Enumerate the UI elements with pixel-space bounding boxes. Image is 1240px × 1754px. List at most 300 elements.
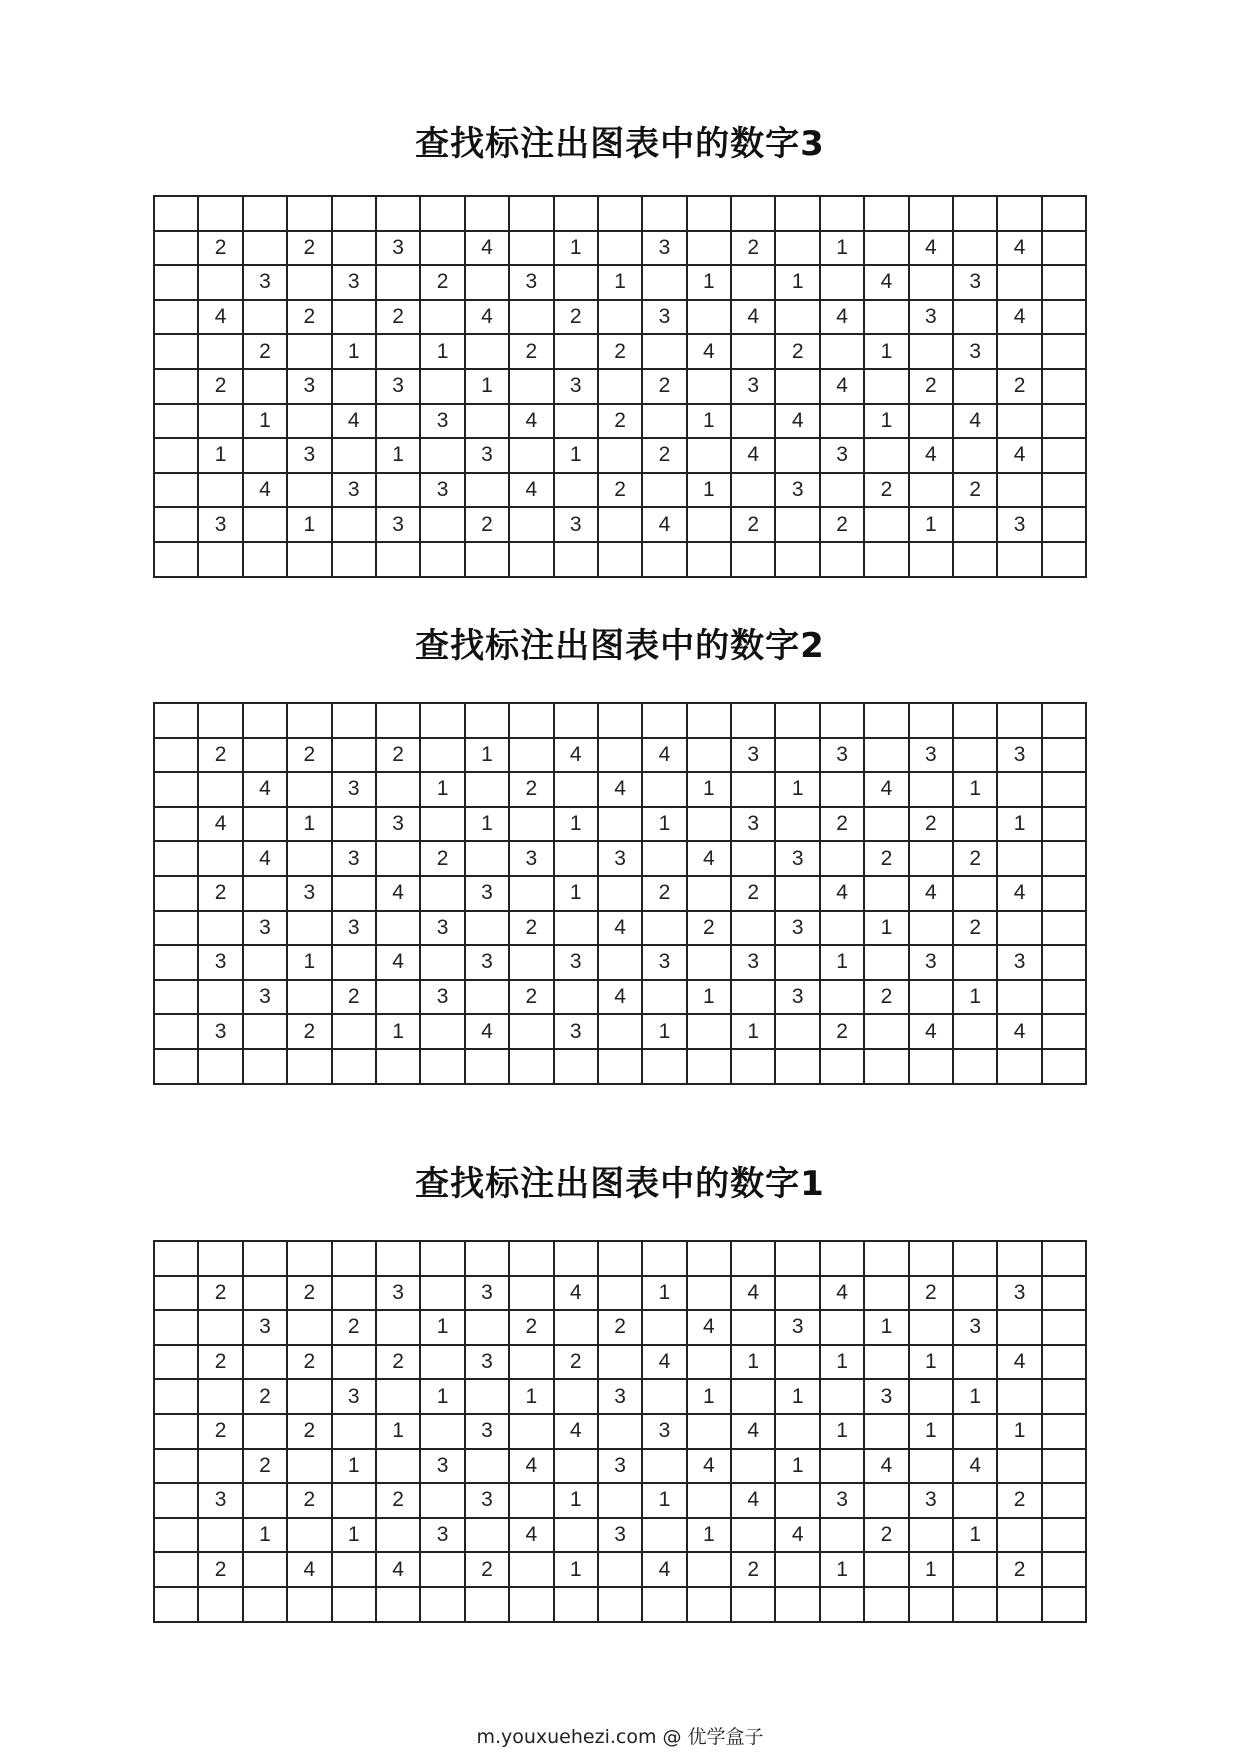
grid-cell[interactable]: 3: [731, 738, 775, 773]
grid-cell[interactable]: [687, 703, 731, 738]
grid-cell[interactable]: 2: [997, 369, 1041, 404]
grid-cell[interactable]: [509, 1587, 553, 1622]
grid-cell[interactable]: [687, 1552, 731, 1587]
grid-cell[interactable]: [775, 738, 819, 773]
grid-cell[interactable]: [731, 1310, 775, 1345]
grid-cell[interactable]: 4: [598, 980, 642, 1015]
grid-cell[interactable]: 3: [332, 265, 376, 300]
grid-cell[interactable]: [775, 300, 819, 335]
grid-cell[interactable]: [1042, 1414, 1086, 1449]
grid-cell[interactable]: [687, 542, 731, 577]
grid-cell[interactable]: 3: [997, 738, 1041, 773]
grid-cell[interactable]: [420, 1414, 464, 1449]
grid-cell[interactable]: 1: [554, 231, 598, 266]
grid-cell[interactable]: 3: [598, 841, 642, 876]
grid-cell[interactable]: [642, 841, 686, 876]
grid-cell[interactable]: [154, 1345, 198, 1380]
grid-cell[interactable]: 4: [997, 1345, 1041, 1380]
grid-cell[interactable]: [509, 507, 553, 542]
grid-cell[interactable]: [687, 1014, 731, 1049]
grid-cell[interactable]: [598, 507, 642, 542]
grid-cell[interactable]: [287, 911, 331, 946]
grid-cell[interactable]: 2: [376, 1483, 420, 1518]
grid-cell[interactable]: 3: [332, 841, 376, 876]
grid-cell[interactable]: [642, 196, 686, 231]
grid-cell[interactable]: [820, 772, 864, 807]
grid-cell[interactable]: [509, 542, 553, 577]
grid-cell[interactable]: [287, 1241, 331, 1276]
grid-cell[interactable]: 4: [598, 772, 642, 807]
grid-cell[interactable]: [332, 1276, 376, 1311]
grid-cell[interactable]: [687, 1587, 731, 1622]
grid-cell[interactable]: 2: [465, 1552, 509, 1587]
grid-cell[interactable]: [1042, 473, 1086, 508]
grid-cell[interactable]: [509, 1414, 553, 1449]
grid-cell[interactable]: 3: [198, 1014, 242, 1049]
grid-cell[interactable]: [154, 1518, 198, 1553]
grid-cell[interactable]: 1: [420, 334, 464, 369]
grid-cell[interactable]: [1042, 196, 1086, 231]
grid-cell[interactable]: 1: [997, 807, 1041, 842]
grid-cell[interactable]: [509, 438, 553, 473]
grid-cell[interactable]: [687, 945, 731, 980]
grid-cell[interactable]: [864, 369, 908, 404]
grid-cell[interactable]: [997, 911, 1041, 946]
grid-cell[interactable]: [154, 1414, 198, 1449]
grid-cell[interactable]: 3: [909, 300, 953, 335]
grid-cell[interactable]: [332, 945, 376, 980]
grid-cell[interactable]: 4: [465, 1014, 509, 1049]
grid-cell[interactable]: [775, 1014, 819, 1049]
grid-cell[interactable]: [1042, 507, 1086, 542]
grid-cell[interactable]: 4: [731, 1276, 775, 1311]
grid-cell[interactable]: 2: [198, 1552, 242, 1587]
grid-cell[interactable]: [465, 404, 509, 439]
grid-cell[interactable]: 4: [642, 1345, 686, 1380]
grid-cell[interactable]: [154, 945, 198, 980]
grid-cell[interactable]: [154, 196, 198, 231]
grid-cell[interactable]: [642, 1379, 686, 1414]
grid-cell[interactable]: [775, 807, 819, 842]
grid-cell[interactable]: [642, 911, 686, 946]
grid-cell[interactable]: [376, 473, 420, 508]
grid-cell[interactable]: 2: [287, 1414, 331, 1449]
grid-cell[interactable]: 1: [465, 807, 509, 842]
grid-cell[interactable]: [775, 369, 819, 404]
grid-cell[interactable]: [554, 473, 598, 508]
grid-cell[interactable]: [465, 473, 509, 508]
grid-cell[interactable]: 3: [243, 1310, 287, 1345]
grid-cell[interactable]: [243, 703, 287, 738]
grid-cell[interactable]: [154, 1483, 198, 1518]
grid-cell[interactable]: [642, 1518, 686, 1553]
grid-cell[interactable]: [598, 300, 642, 335]
grid-cell[interactable]: [509, 876, 553, 911]
grid-cell[interactable]: 2: [198, 1276, 242, 1311]
grid-cell[interactable]: [775, 196, 819, 231]
grid-cell[interactable]: [864, 1049, 908, 1084]
grid-cell[interactable]: [687, 300, 731, 335]
grid-cell[interactable]: [1042, 1379, 1086, 1414]
grid-cell[interactable]: [554, 1587, 598, 1622]
grid-cell[interactable]: [243, 542, 287, 577]
grid-cell[interactable]: [332, 300, 376, 335]
grid-cell[interactable]: [332, 196, 376, 231]
grid-cell[interactable]: 3: [598, 1379, 642, 1414]
grid-cell[interactable]: [997, 1310, 1041, 1345]
grid-cell[interactable]: 1: [642, 807, 686, 842]
grid-cell[interactable]: [997, 1449, 1041, 1484]
grid-cell[interactable]: 1: [465, 369, 509, 404]
grid-cell[interactable]: 2: [997, 1483, 1041, 1518]
grid-cell[interactable]: [642, 980, 686, 1015]
grid-cell[interactable]: [775, 507, 819, 542]
grid-cell[interactable]: [154, 334, 198, 369]
grid-cell[interactable]: 2: [198, 231, 242, 266]
grid-cell[interactable]: [820, 1310, 864, 1345]
grid-cell[interactable]: [243, 1241, 287, 1276]
grid-cell[interactable]: [465, 1310, 509, 1345]
grid-cell[interactable]: 3: [465, 1483, 509, 1518]
grid-cell[interactable]: 2: [198, 876, 242, 911]
grid-cell[interactable]: [775, 1587, 819, 1622]
grid-cell[interactable]: [598, 1241, 642, 1276]
grid-cell[interactable]: [243, 807, 287, 842]
grid-cell[interactable]: 1: [909, 1552, 953, 1587]
grid-cell[interactable]: [509, 1345, 553, 1380]
grid-cell[interactable]: 4: [687, 841, 731, 876]
grid-cell[interactable]: 4: [731, 1414, 775, 1449]
grid-cell[interactable]: 1: [332, 334, 376, 369]
grid-cell[interactable]: 3: [198, 507, 242, 542]
grid-cell[interactable]: 2: [376, 1345, 420, 1380]
grid-cell[interactable]: [154, 300, 198, 335]
grid-cell[interactable]: [243, 438, 287, 473]
grid-cell[interactable]: [376, 1379, 420, 1414]
grid-cell[interactable]: 4: [465, 231, 509, 266]
grid-cell[interactable]: [775, 1049, 819, 1084]
grid-cell[interactable]: [465, 1449, 509, 1484]
grid-cell[interactable]: 3: [953, 334, 997, 369]
grid-cell[interactable]: [820, 1518, 864, 1553]
grid-cell[interactable]: [997, 334, 1041, 369]
grid-cell[interactable]: 2: [997, 1552, 1041, 1587]
grid-cell[interactable]: [154, 911, 198, 946]
grid-cell[interactable]: [953, 1241, 997, 1276]
grid-cell[interactable]: 2: [598, 473, 642, 508]
grid-cell[interactable]: 3: [243, 265, 287, 300]
grid-cell[interactable]: [864, 507, 908, 542]
grid-cell[interactable]: [997, 1049, 1041, 1084]
grid-cell[interactable]: 3: [465, 1276, 509, 1311]
grid-cell[interactable]: 1: [820, 1414, 864, 1449]
grid-cell[interactable]: [820, 1587, 864, 1622]
grid-cell[interactable]: [420, 1276, 464, 1311]
grid-cell[interactable]: [642, 772, 686, 807]
grid-cell[interactable]: [332, 1414, 376, 1449]
grid-cell[interactable]: [420, 1483, 464, 1518]
grid-cell[interactable]: [243, 1345, 287, 1380]
grid-cell[interactable]: 3: [909, 945, 953, 980]
grid-cell[interactable]: 1: [687, 473, 731, 508]
grid-cell[interactable]: [1042, 265, 1086, 300]
grid-cell[interactable]: 3: [598, 1449, 642, 1484]
grid-cell[interactable]: 1: [864, 911, 908, 946]
grid-cell[interactable]: [953, 1587, 997, 1622]
grid-cell[interactable]: 4: [598, 911, 642, 946]
grid-cell[interactable]: [420, 507, 464, 542]
grid-cell[interactable]: 4: [509, 404, 553, 439]
grid-cell[interactable]: [642, 334, 686, 369]
grid-cell[interactable]: [598, 438, 642, 473]
grid-cell[interactable]: [997, 265, 1041, 300]
grid-cell[interactable]: [420, 1552, 464, 1587]
grid-cell[interactable]: 1: [731, 1014, 775, 1049]
grid-cell[interactable]: [953, 1414, 997, 1449]
grid-cell[interactable]: [598, 1014, 642, 1049]
grid-cell[interactable]: [509, 703, 553, 738]
grid-cell[interactable]: 1: [953, 980, 997, 1015]
grid-cell[interactable]: 1: [420, 1379, 464, 1414]
grid-cell[interactable]: 4: [820, 369, 864, 404]
grid-cell[interactable]: [864, 703, 908, 738]
grid-cell[interactable]: [1042, 334, 1086, 369]
grid-cell[interactable]: [864, 876, 908, 911]
grid-cell[interactable]: [243, 1587, 287, 1622]
grid-cell[interactable]: [820, 404, 864, 439]
grid-cell[interactable]: [909, 772, 953, 807]
grid-cell[interactable]: [198, 334, 242, 369]
grid-cell[interactable]: [598, 542, 642, 577]
grid-cell[interactable]: [465, 1587, 509, 1622]
grid-cell[interactable]: [243, 300, 287, 335]
grid-cell[interactable]: [465, 1241, 509, 1276]
grid-cell[interactable]: [1042, 404, 1086, 439]
grid-cell[interactable]: [198, 265, 242, 300]
grid-cell[interactable]: [1042, 542, 1086, 577]
grid-cell[interactable]: [1042, 738, 1086, 773]
grid-cell[interactable]: [598, 945, 642, 980]
grid-cell[interactable]: [775, 945, 819, 980]
grid-cell[interactable]: [1042, 1345, 1086, 1380]
grid-cell[interactable]: 1: [687, 1379, 731, 1414]
grid-cell[interactable]: [332, 231, 376, 266]
grid-cell[interactable]: 2: [953, 841, 997, 876]
grid-cell[interactable]: [376, 911, 420, 946]
grid-cell[interactable]: [909, 1449, 953, 1484]
grid-cell[interactable]: [687, 196, 731, 231]
grid-cell[interactable]: [332, 807, 376, 842]
grid-cell[interactable]: 2: [864, 841, 908, 876]
grid-cell[interactable]: [775, 1483, 819, 1518]
grid-cell[interactable]: 1: [864, 334, 908, 369]
grid-cell[interactable]: [953, 507, 997, 542]
grid-cell[interactable]: 1: [687, 1518, 731, 1553]
grid-cell[interactable]: [198, 703, 242, 738]
grid-cell[interactable]: [598, 1049, 642, 1084]
grid-cell[interactable]: 4: [775, 1518, 819, 1553]
grid-cell[interactable]: [420, 1241, 464, 1276]
grid-cell[interactable]: 3: [997, 1276, 1041, 1311]
grid-cell[interactable]: 3: [554, 1014, 598, 1049]
grid-cell[interactable]: 4: [997, 1014, 1041, 1049]
grid-cell[interactable]: [287, 1379, 331, 1414]
grid-cell[interactable]: [376, 980, 420, 1015]
grid-cell[interactable]: [775, 1345, 819, 1380]
grid-cell[interactable]: [598, 1587, 642, 1622]
grid-cell[interactable]: 4: [731, 300, 775, 335]
grid-cell[interactable]: [554, 1241, 598, 1276]
grid-cell[interactable]: 3: [864, 1379, 908, 1414]
grid-cell[interactable]: [1042, 1276, 1086, 1311]
grid-cell[interactable]: [1042, 369, 1086, 404]
grid-cell[interactable]: [731, 1449, 775, 1484]
grid-cell[interactable]: [953, 1276, 997, 1311]
grid-cell[interactable]: 3: [332, 473, 376, 508]
grid-cell[interactable]: [687, 1241, 731, 1276]
grid-cell[interactable]: [731, 473, 775, 508]
grid-cell[interactable]: [198, 841, 242, 876]
grid-cell[interactable]: 3: [909, 738, 953, 773]
grid-cell[interactable]: [287, 404, 331, 439]
grid-cell[interactable]: [687, 1345, 731, 1380]
grid-cell[interactable]: [554, 703, 598, 738]
grid-cell[interactable]: [554, 1049, 598, 1084]
grid-cell[interactable]: 3: [731, 945, 775, 980]
grid-cell[interactable]: 1: [287, 945, 331, 980]
grid-cell[interactable]: 3: [420, 980, 464, 1015]
grid-cell[interactable]: 4: [554, 1414, 598, 1449]
grid-cell[interactable]: [909, 265, 953, 300]
grid-cell[interactable]: 4: [909, 1014, 953, 1049]
grid-cell[interactable]: [953, 542, 997, 577]
grid-cell[interactable]: [909, 542, 953, 577]
grid-cell[interactable]: [198, 1310, 242, 1345]
grid-cell[interactable]: 1: [376, 438, 420, 473]
grid-cell[interactable]: [287, 1449, 331, 1484]
grid-cell[interactable]: [997, 1241, 1041, 1276]
grid-cell[interactable]: 2: [642, 438, 686, 473]
grid-cell[interactable]: 4: [997, 231, 1041, 266]
grid-cell[interactable]: [465, 196, 509, 231]
grid-cell[interactable]: 2: [642, 369, 686, 404]
grid-cell[interactable]: [909, 911, 953, 946]
grid-cell[interactable]: 1: [953, 772, 997, 807]
grid-cell[interactable]: 1: [953, 1379, 997, 1414]
grid-cell[interactable]: [154, 473, 198, 508]
grid-cell[interactable]: 2: [243, 334, 287, 369]
grid-cell[interactable]: [465, 703, 509, 738]
grid-cell[interactable]: [154, 1587, 198, 1622]
grid-cell[interactable]: [1042, 703, 1086, 738]
grid-cell[interactable]: 4: [642, 1552, 686, 1587]
grid-cell[interactable]: [554, 980, 598, 1015]
grid-cell[interactable]: [420, 542, 464, 577]
grid-cell[interactable]: [731, 1241, 775, 1276]
grid-cell[interactable]: [509, 196, 553, 231]
grid-cell[interactable]: [1042, 1587, 1086, 1622]
grid-cell[interactable]: 2: [953, 911, 997, 946]
grid-cell[interactable]: 2: [420, 841, 464, 876]
grid-cell[interactable]: 2: [598, 404, 642, 439]
grid-cell[interactable]: [154, 807, 198, 842]
grid-cell[interactable]: [465, 1049, 509, 1084]
grid-cell[interactable]: [287, 265, 331, 300]
grid-cell[interactable]: [775, 703, 819, 738]
grid-cell[interactable]: [332, 369, 376, 404]
grid-cell[interactable]: [731, 703, 775, 738]
grid-cell[interactable]: 1: [997, 1414, 1041, 1449]
grid-cell[interactable]: [687, 1049, 731, 1084]
grid-cell[interactable]: [642, 703, 686, 738]
grid-cell[interactable]: [154, 369, 198, 404]
grid-cell[interactable]: 1: [687, 772, 731, 807]
grid-cell[interactable]: [509, 945, 553, 980]
grid-cell[interactable]: [687, 738, 731, 773]
grid-cell[interactable]: [687, 807, 731, 842]
grid-cell[interactable]: 1: [243, 1518, 287, 1553]
grid-cell[interactable]: 4: [687, 1449, 731, 1484]
grid-cell[interactable]: 4: [465, 300, 509, 335]
grid-cell[interactable]: 4: [509, 1518, 553, 1553]
grid-cell[interactable]: 1: [465, 738, 509, 773]
grid-cell[interactable]: [642, 1049, 686, 1084]
grid-cell[interactable]: [332, 507, 376, 542]
grid-cell[interactable]: 1: [554, 876, 598, 911]
grid-cell[interactable]: 4: [376, 876, 420, 911]
grid-cell[interactable]: [1042, 300, 1086, 335]
grid-cell[interactable]: [909, 1310, 953, 1345]
grid-cell[interactable]: 4: [509, 473, 553, 508]
grid-cell[interactable]: 3: [198, 945, 242, 980]
grid-cell[interactable]: 3: [731, 369, 775, 404]
grid-cell[interactable]: [864, 1345, 908, 1380]
grid-cell[interactable]: [1042, 1518, 1086, 1553]
grid-cell[interactable]: 4: [864, 1449, 908, 1484]
grid-cell[interactable]: [509, 1049, 553, 1084]
grid-cell[interactable]: 2: [243, 1449, 287, 1484]
grid-cell[interactable]: [509, 231, 553, 266]
grid-cell[interactable]: 4: [554, 738, 598, 773]
grid-cell[interactable]: [1042, 231, 1086, 266]
grid-cell[interactable]: [376, 1310, 420, 1345]
grid-cell[interactable]: [953, 231, 997, 266]
grid-cell[interactable]: [420, 1014, 464, 1049]
grid-cell[interactable]: [909, 404, 953, 439]
grid-cell[interactable]: [198, 404, 242, 439]
grid-cell[interactable]: [154, 772, 198, 807]
grid-cell[interactable]: 3: [332, 772, 376, 807]
grid-cell[interactable]: [198, 473, 242, 508]
grid-cell[interactable]: [820, 1049, 864, 1084]
grid-cell[interactable]: 3: [554, 945, 598, 980]
grid-cell[interactable]: [154, 438, 198, 473]
grid-cell[interactable]: 2: [198, 738, 242, 773]
grid-cell[interactable]: [332, 876, 376, 911]
grid-cell[interactable]: 1: [420, 772, 464, 807]
grid-cell[interactable]: 4: [953, 1449, 997, 1484]
grid-cell[interactable]: 1: [287, 507, 331, 542]
grid-cell[interactable]: 4: [642, 738, 686, 773]
grid-cell[interactable]: [420, 945, 464, 980]
grid-cell[interactable]: [820, 542, 864, 577]
grid-cell[interactable]: [154, 1014, 198, 1049]
grid-cell[interactable]: [465, 1379, 509, 1414]
grid-cell[interactable]: [465, 334, 509, 369]
grid-cell[interactable]: [154, 738, 198, 773]
grid-cell[interactable]: 1: [598, 265, 642, 300]
grid-cell[interactable]: 1: [376, 1014, 420, 1049]
